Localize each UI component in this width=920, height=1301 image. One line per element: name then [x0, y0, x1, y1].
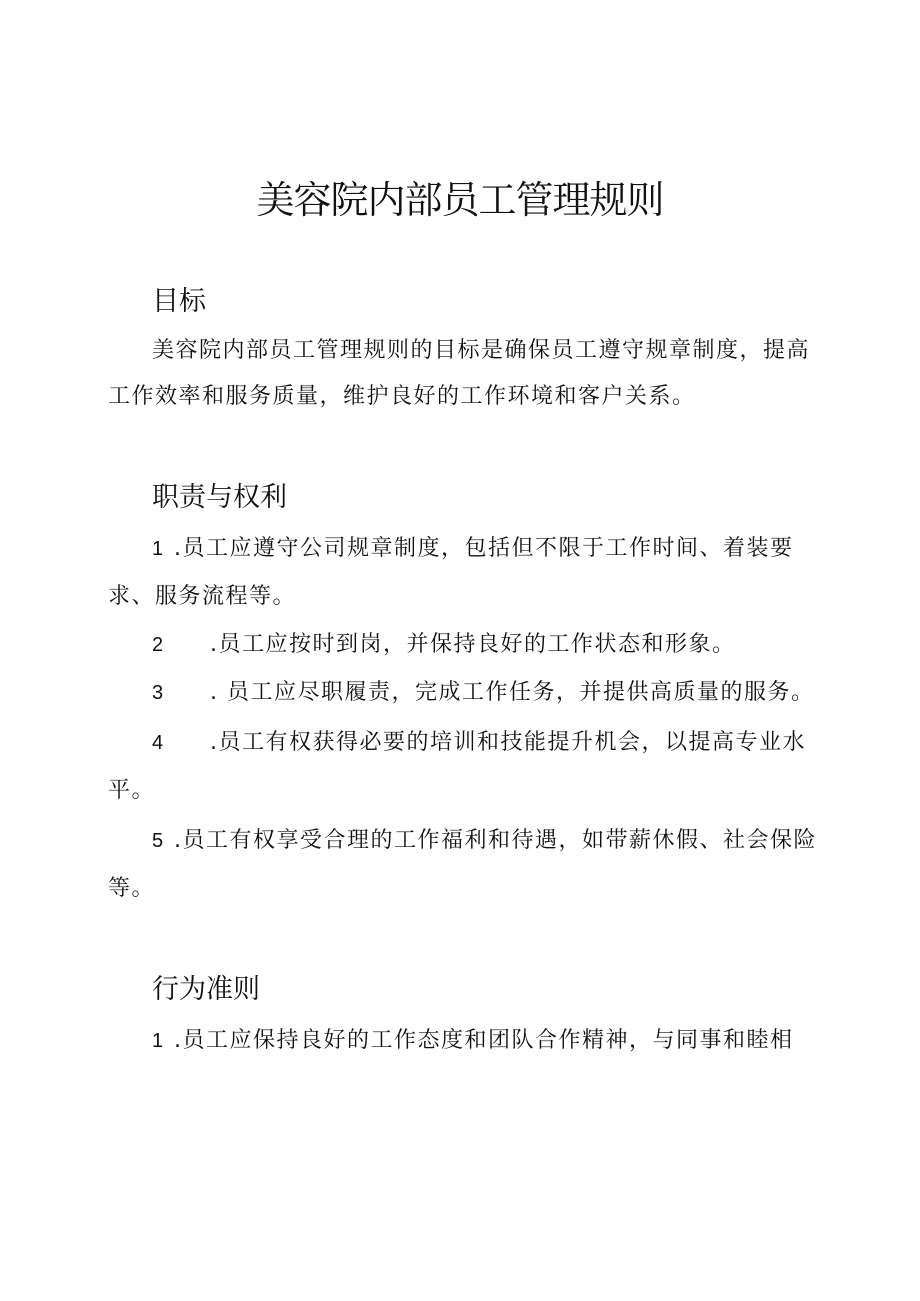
duty-item-4-number: 4: [152, 732, 164, 754]
goal-paragraph-line-1: 美容院内部员工管理规则的目标是确保员工遵守规章制度，提高: [152, 338, 811, 363]
duty-item-2-text: .员工应按时到岗，并保持良好的工作状态和形象。: [210, 632, 736, 657]
duty-item-3-number: 3: [152, 682, 164, 704]
duty-item-3: [152, 676, 815, 710]
section-heading-duties-rights: 职责与权利: [152, 482, 287, 513]
conduct-item-1-number: 1: [152, 1030, 164, 1052]
conduct-item-1: [152, 1024, 794, 1058]
duty-item-4-text: .员工有权获得必要的培训和技能提升机会，以提高专业水: [210, 730, 806, 755]
duty-item-4: [152, 726, 806, 760]
duty-item-1-continuation: 求、服务流程等。: [108, 584, 297, 609]
section-heading-code-of-conduct: 行为准则: [152, 974, 260, 1005]
duty-item-3-text: . 员工应尽职履责，完成工作任务，并提供高质量的服务。: [210, 680, 815, 705]
goal-paragraph-line-2: 工作效率和服务质量，维护良好的工作环境和客户关系。: [108, 384, 696, 409]
duty-item-2: [152, 628, 736, 662]
section-heading-goal: 目标: [152, 286, 206, 317]
duty-item-5-number: 5: [152, 830, 164, 852]
duty-item-5-text: .员工有权享受合理的工作福利和待遇，如带薪休假、社会保险: [174, 828, 817, 853]
duty-item-2-number: 2: [152, 634, 164, 656]
conduct-item-1-text: .员工应保持良好的工作态度和团队合作精神，与同事和睦相: [174, 1028, 794, 1053]
duty-item-5-continuation: 等。: [108, 876, 156, 901]
duty-item-5: [152, 824, 817, 858]
document-title: 美容院内部员工管理规则: [256, 178, 664, 222]
duty-item-4-continuation: 平。: [108, 778, 156, 803]
duty-item-1-text: .员工应遵守公司规章制度，包括但不限于工作时间、着装要: [174, 536, 794, 561]
duty-item-1: [152, 532, 794, 566]
duty-item-1-number: 1: [152, 538, 164, 560]
